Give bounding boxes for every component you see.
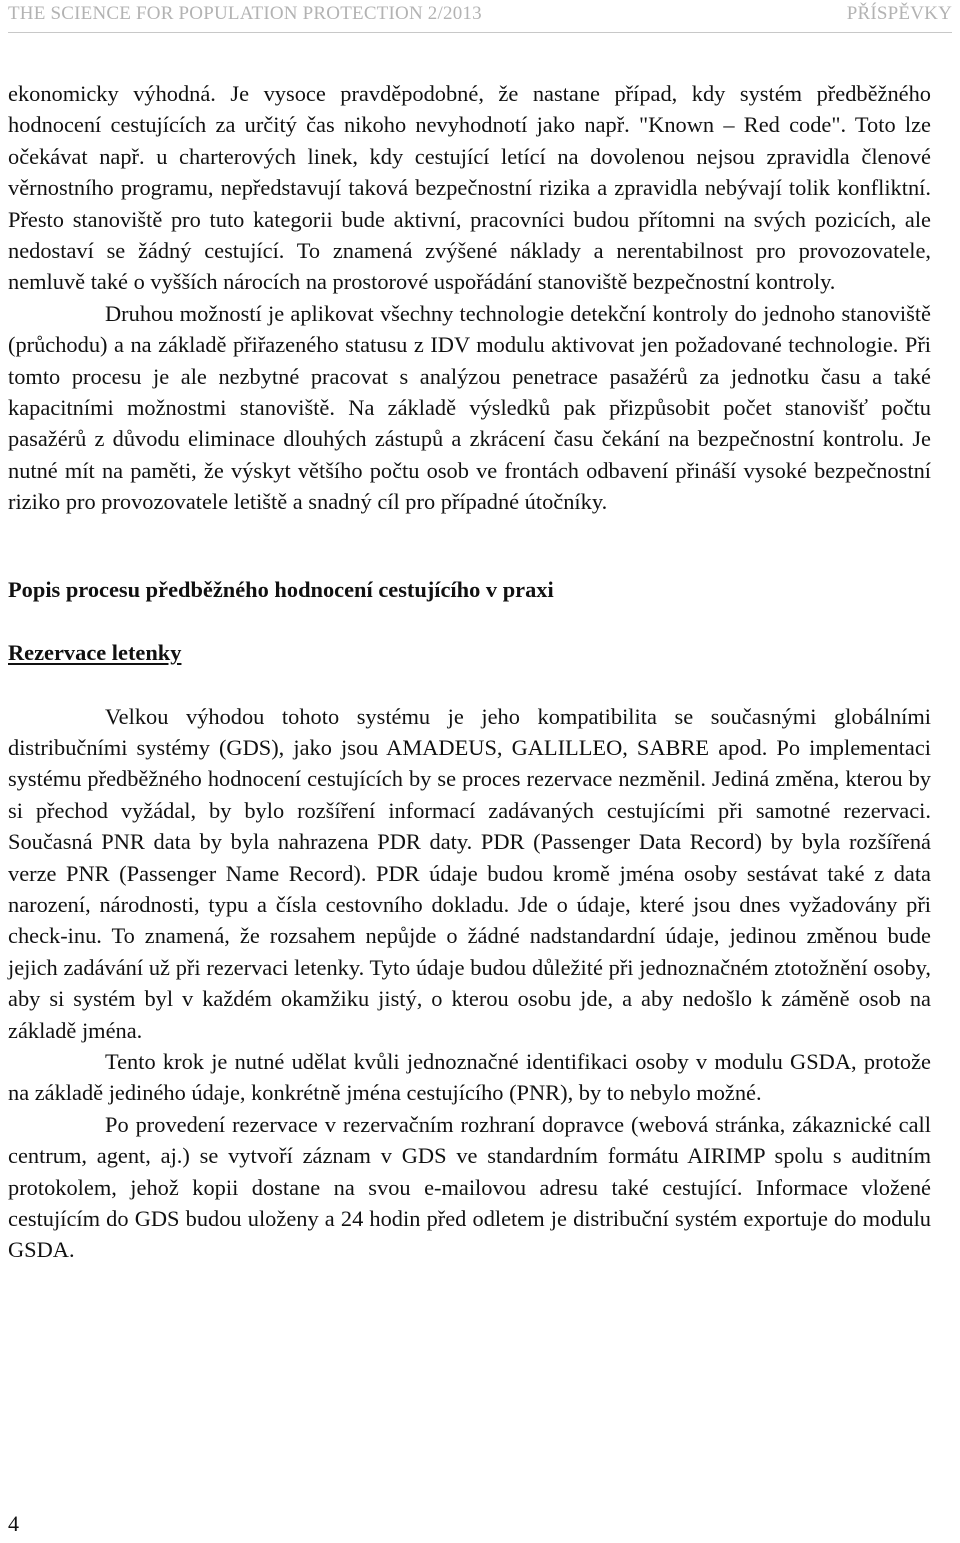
page-number: 4 — [8, 1511, 19, 1536]
paragraph-2: Druhou možností je aplikovat všechny technologie detekční kontroly do jednoho stanoviště (průchodu) a na základě přiřazeného statusu z IDV modulu aktivovat jen požadované technologie. Při tomto procesu je ale nezbytné pracovat s analýzou penetrace pasažérů za jednotku času a také kapacitními možnostmi stanoviště. Na základě výsledků pak přizpůsobit počet stanovišť počtu pasažérů z důvodu eliminace dlouhých zástupů a zkrácení času čekání na bezpečnostní kontrolu. Je nutné mít na paměti, že výskyt většího počtu osob ve frontách odbavení přináší vysoké bezpečnostní riziko pro provozovatele letiště a snadný cíl pro případné útočníky. — [8, 300, 931, 515]
section-label: PŘÍSPĚVKY — [846, 3, 952, 24]
article-body — [8, 78, 931, 1266]
journal-title: THE SCIENCE FOR POPULATION PROTECTION 2/2013 — [8, 3, 482, 24]
header-divider — [8, 32, 952, 33]
section-heading: Popis procesu předběžného hodnocení cestujícího v praxi — [8, 576, 554, 602]
running-header — [8, 3, 952, 29]
paragraph-3: Velkou výhodou tohoto systému je jeho kompatibilita se současnými globálními distribučními systémy (GDS), jako jsou AMADEUS, GALILLEO, SABRE apod. Po implementaci systému předběžného hodnocení cestujících by se proces rezervace nezměnil. Jediná změna, kterou by si přechod vyžádal, by bylo rozšíření informací zadávaných cestujícími při samotné rezervaci. Současná PNR data by byla nahrazena PDR daty. PDR (Passenger Data Record) by byla rozšířená verze PNR (Passenger Name Record). PDR údaje budou kromě jména osoby sestávat také z data narození, národnosti, typu a čísla cestovního dokladu. Jde o údaje, které jsou dnes vyžadovány při check-inu. To znamená, že rozsahem nepůjde o žádné nadstandardní údaje, jedinou změnou bude jejich zadávání už při rezervaci letenky. Tyto údaje budou důležité při jednoznačném ztotožnění osoby, aby si systém byl v každém okamžiku jistý, o kterou osobu jde, a aby nedošlo k záměně osob na základě jména. — [8, 703, 931, 1043]
paragraph-1: ekonomicky výhodná. Je vysoce pravděpodobné, že nastane případ, kdy systém předběžného hodnocení cestujících za určitý čas nikoho nevyhodnotí jako např. "Known – Red code". Toto lze očekávat např. u charterových linek, kdy cestující letící na dovolenou nejsou zpravidla členové věrnostního programu, nepředstavují taková bezpečnostní rizika a zpravidla nebývají tolik konfliktní. Přesto stanoviště pro tuto kategorii bude aktivní, pracovníci budou přítomni na svých pozicích, ale nedostaví se žádný cestující. To znamená zvýšené náklady a nerentabilnost pro provozovatele, nemluvě také o vyšších nárocích na prostorové uspořádání stanoviště bezpečnostní kontroly. — [8, 81, 931, 295]
paragraph-5: Po provedení rezervace v rezervačním rozhraní dopravce (webová stránka, zákaznické call centrum, agent, aj.) se vytvoří záznam v GDS ve standardním formátu AIRIMP spolu s auditním protokolem, jehož kopii dostane na svou e-mailovou adresu také cestující. Informace vložené cestujícím do GDS budou uloženy a 24 hodin před odletem je distribuční systém exportuje do modulu GSDA. — [8, 1111, 931, 1263]
subsection-heading: Rezervace letenky — [8, 640, 182, 666]
paragraph-4: Tento krok je nutné udělat kvůli jednoznačné identifikaci osoby v modulu GSDA, protože na základě jediného údaje, konkrétně jména cestujícího (PNR), by to nebylo možné. — [8, 1048, 931, 1106]
